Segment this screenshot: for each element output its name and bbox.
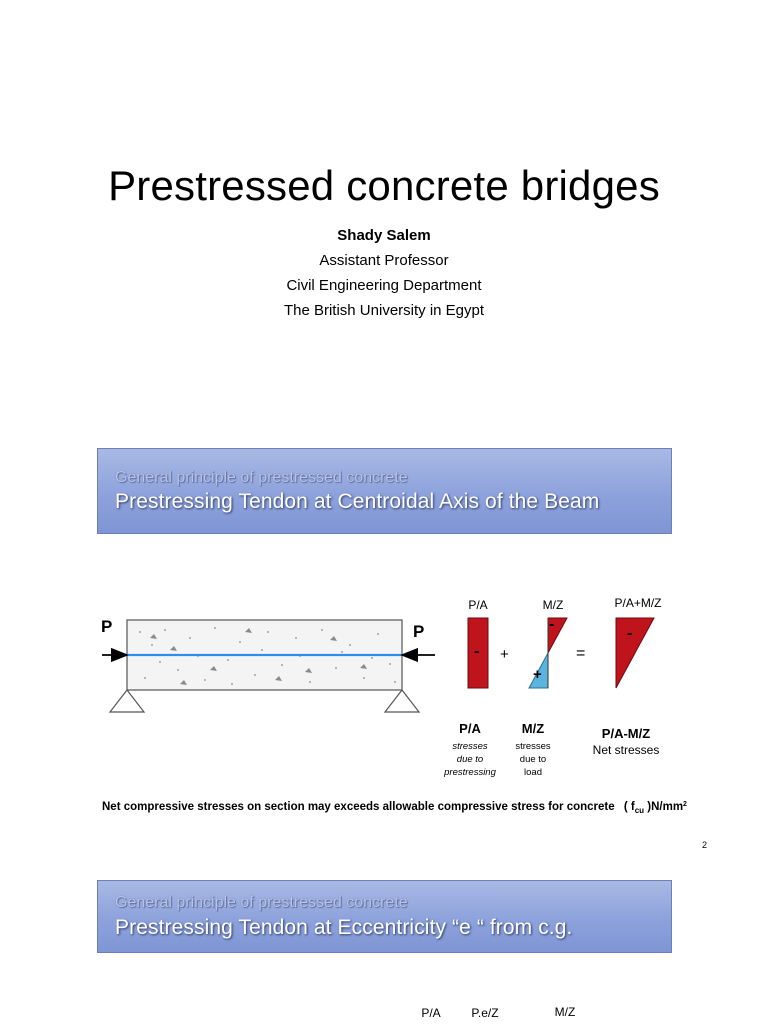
caption-net: P/A-M/Z bbox=[601, 726, 651, 741]
caption-net-line1: Net stresses bbox=[592, 743, 660, 757]
force-label-left: P bbox=[101, 617, 113, 636]
section-banner-1 bbox=[97, 448, 672, 534]
caption-pa: P/A bbox=[459, 721, 481, 736]
caption-pa-line1: stresses bbox=[452, 741, 488, 752]
equals-operator: = bbox=[576, 645, 586, 662]
stress-note-text: Net compressive stresses on section may exceeds allowable compressive stress for concrete bbox=[102, 801, 615, 813]
mz-minus-sign: - bbox=[549, 616, 555, 633]
page-number: 2 bbox=[702, 840, 708, 850]
author-role: Assistant Professor bbox=[319, 252, 449, 269]
head-pa: P/A bbox=[468, 598, 488, 612]
banner-subtitle: General principle of prestressed concrete bbox=[115, 469, 408, 486]
caption-mz: M/Z bbox=[521, 721, 545, 736]
author-department: Civil Engineering Department bbox=[286, 277, 482, 294]
caption-pa-line2: due to bbox=[456, 754, 484, 765]
author-name: Shady Salem bbox=[337, 227, 431, 244]
mz-plus-sign: + bbox=[533, 666, 542, 683]
banner-heading: Prestressing Tendon at Eccentricity “e “ from c.g. bbox=[115, 916, 573, 939]
caption-pa-line3: prestressing bbox=[444, 767, 496, 778]
right-support-icon bbox=[385, 690, 419, 712]
stress-note: Net compressive stresses on section may exceeds allowable compressive stress for concrete ( $f_{cu}$ )$N/mm^2$ bbox=[102, 801, 687, 815]
net-minus-sign: - bbox=[627, 625, 633, 642]
banner-heading: Prestressing Tendon at Centroidal Axis of the Beam bbox=[115, 490, 600, 513]
fig2-head-mz: M/Z bbox=[554, 1005, 576, 1019]
banner-subtitle: General principle of prestressed concrete bbox=[115, 894, 408, 911]
plus-operator: + bbox=[500, 646, 509, 663]
page-title: Prestressed concrete bridges bbox=[108, 162, 660, 209]
net-stress-block bbox=[616, 618, 654, 688]
author-institution: The British University in Egypt bbox=[283, 302, 485, 319]
left-support-icon bbox=[110, 690, 144, 712]
caption-mz-line3: load bbox=[524, 767, 542, 778]
caption-mz-line2: due to bbox=[519, 754, 547, 765]
caption-mz-line1: stresses bbox=[515, 741, 551, 752]
fig2-head-pez: P.e/Z bbox=[471, 1006, 499, 1020]
section-banner-2 bbox=[97, 880, 672, 953]
fig2-head-pa: P/A bbox=[421, 1006, 441, 1020]
pa-minus-sign: - bbox=[474, 643, 480, 660]
head-mz: M/Z bbox=[542, 598, 564, 612]
force-label-right: P bbox=[413, 622, 425, 641]
head-sum: P/A+M/Z bbox=[614, 596, 662, 610]
